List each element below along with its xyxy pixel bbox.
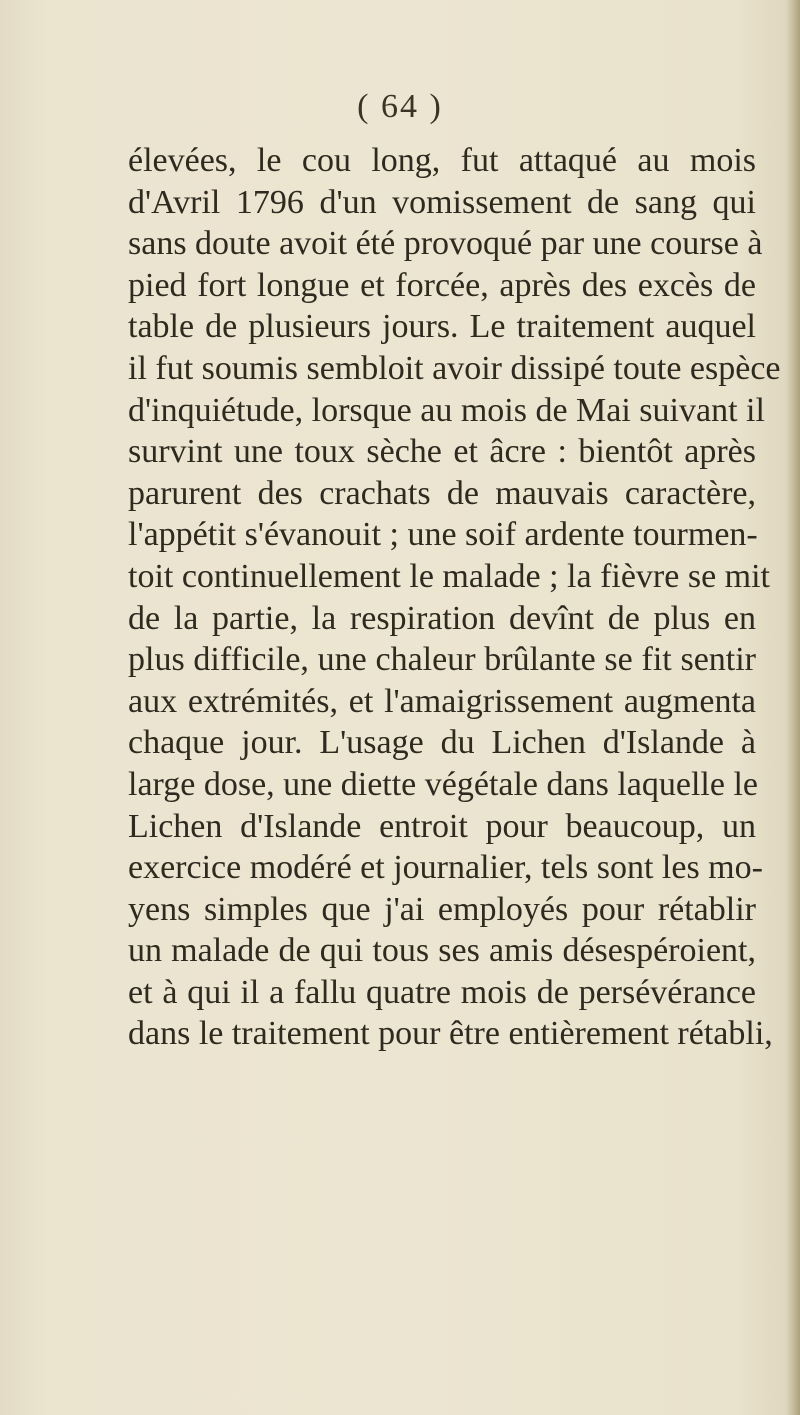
text-line: d'inquiétude, lorsque au mois de Mai suivant il — [128, 391, 765, 429]
text-line: aux extrémités, et l'amaigrissement augmenta — [128, 682, 756, 720]
body-text — [128, 140, 781, 1055]
text-line: Lichen d'Islande entroit pour beaucoup, un — [128, 807, 756, 845]
text-line: l'appétit s'évanouit ; une soif ardente tourmen- — [128, 516, 758, 554]
text-line: dans le traitement pour être entièrement rétabli, — [128, 1015, 773, 1053]
text-line: pied fort longue et forcée, après des excès de — [128, 266, 756, 304]
text-line: d'Avril 1796 d'un vomissement de sang qui — [128, 183, 756, 221]
text-line: et à qui il a fallu quatre mois de persévérance — [128, 973, 756, 1011]
text-line: table de plusieurs jours. Le traitement auquel — [128, 308, 756, 346]
text-line: il fut soumis sembloit avoir dissipé toute espèce — [128, 349, 781, 387]
page-number: ( 64 ) — [357, 88, 443, 125]
text-line: parurent des crachats de mauvais caractère, — [128, 474, 756, 512]
text-line: exercice modéré et journalier, tels sont les mo- — [128, 849, 763, 887]
text-line: toit continuellement le malade ; la fièvre se mit — [128, 557, 770, 595]
text-line: sans doute avoit été provoqué par une course à — [128, 225, 763, 263]
text-line: yens simples que j'ai employés pour rétablir — [128, 890, 756, 928]
text-line: élevées, le cou long, fut attaqué au mois — [128, 142, 756, 179]
text-line: chaque jour. L'usage du Lichen d'Islande à — [128, 724, 756, 762]
text-line: plus difficile, une chaleur brûlante se fit sentir — [128, 641, 756, 679]
text-line: un malade de qui tous ses amis désespéroient, — [128, 932, 756, 970]
text-line: de la partie, la respiration devînt de plus en — [128, 599, 756, 637]
page-edge-shadow — [786, 0, 800, 1415]
text-line: large dose, une diette végétale dans laquelle le — [128, 765, 758, 803]
text-line: survint une toux sèche et âcre : bientôt après — [128, 433, 756, 471]
